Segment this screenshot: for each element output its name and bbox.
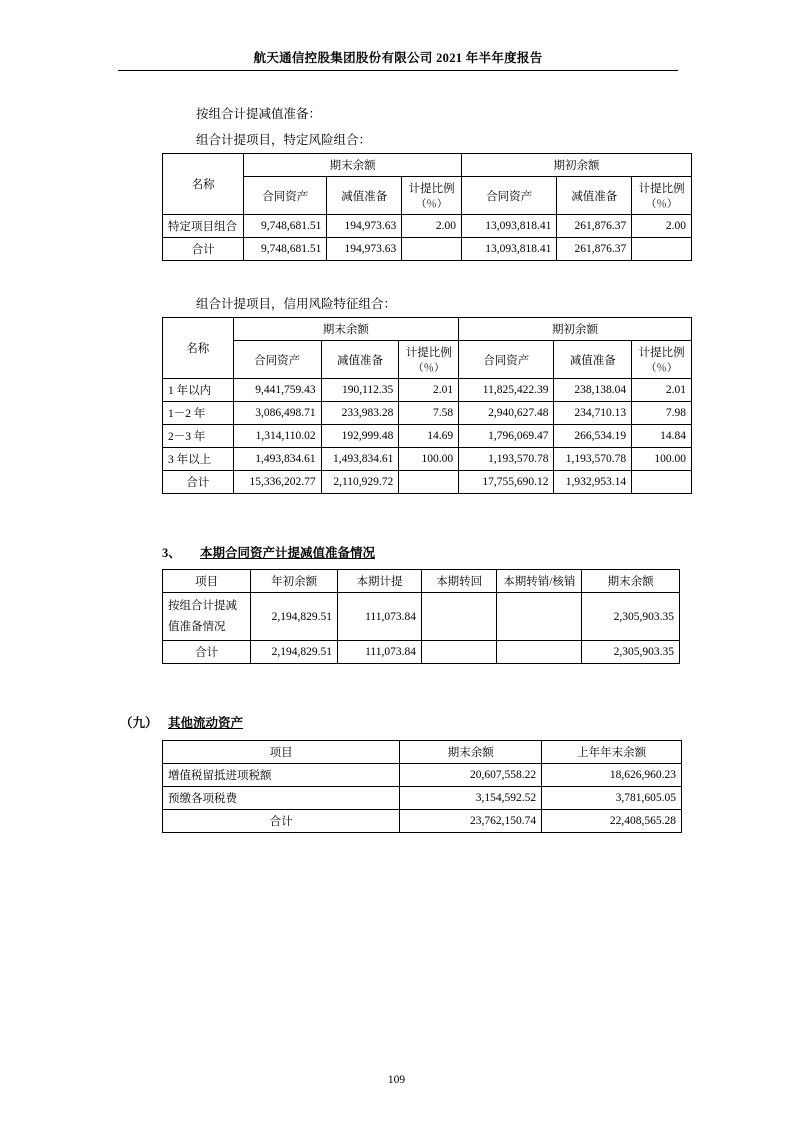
cell-end-impairment: 1,493,834.61 (321, 448, 399, 471)
cell-end: 3,154,592.52 (400, 787, 542, 810)
cell-end: 23,762,150.74 (400, 810, 542, 833)
cell-begin-contract: 17,755,690.12 (459, 471, 554, 494)
cell-begin-contract: 1,796,069.47 (459, 425, 554, 448)
table-row (163, 425, 692, 448)
cell-end-ratio: 7.58 (399, 402, 459, 425)
table-total-row (163, 810, 682, 833)
table-header-row (163, 570, 680, 593)
th-begin-ratio (632, 341, 692, 379)
table-header-row (163, 741, 682, 764)
th-end-balance: 期末余额 (400, 741, 542, 764)
cell-item: 预缴各项税费 (163, 787, 400, 810)
cell-end-ratio: 2.00 (402, 215, 462, 238)
cell-last: 18,626,960.23 (542, 764, 682, 787)
th-item: 项目 (163, 570, 251, 593)
table-total-row (163, 238, 692, 261)
th-begin-ratio-line2: （％） (645, 363, 678, 374)
page-header: 航天通信控股集团股份有限公司 2021 年半年度报告 (253, 51, 543, 65)
cell-end-contract: 3,086,498.71 (233, 402, 321, 425)
cell-end-impairment: 194,973.63 (327, 215, 402, 238)
th-end-contract-asset: 合同资产 (244, 177, 327, 215)
cell-end-ratio: 14.69 (399, 425, 459, 448)
cell-name: 3 年以上 (163, 448, 234, 471)
cell-end-impairment: 194,973.63 (327, 238, 402, 261)
th-begin-balance: 期初余额 (461, 154, 691, 177)
cell-item: 合计 (163, 641, 251, 664)
cell-end-contract: 9,441,759.43 (233, 379, 321, 402)
th-begin-balance: 期初余额 (459, 318, 692, 341)
cell-name: 合计 (163, 238, 244, 261)
cell-end-ratio: 2.01 (399, 379, 459, 402)
th-end-contract-asset: 合同资产 (233, 341, 321, 379)
cell-end-contract: 1,314,110.02 (233, 425, 321, 448)
section-9-title: 其他流动资产 (168, 716, 244, 730)
cell-item: 合计 (163, 810, 400, 833)
th-begin-impairment: 减值准备 (557, 177, 632, 215)
th-end-balance: 期末余额 (233, 318, 459, 341)
th-begin-balance: 年初余额 (251, 570, 338, 593)
th-begin-contract-asset: 合同资产 (461, 177, 556, 215)
th-end-ratio (399, 341, 459, 379)
th-begin-ratio-line2: （％） (645, 199, 678, 210)
cell-end-contract: 9,748,681.51 (244, 215, 327, 238)
th-end-impairment: 减值准备 (321, 341, 399, 379)
table-contract-asset-provision (162, 569, 680, 664)
cell-begin-ratio: 2.01 (632, 379, 692, 402)
cell-name: 2－3 年 (163, 425, 234, 448)
table-credit-risk-portfolio (162, 317, 692, 494)
cell-begin-ratio: 7.98 (632, 402, 692, 425)
cell-item: 增值税留抵进项税额 (163, 764, 400, 787)
cell-end: 2,305,903.35 (582, 593, 680, 641)
cell-begin-impairment: 238,138.04 (554, 379, 632, 402)
table-total-row (163, 471, 692, 494)
cell-begin-impairment: 1,193,570.78 (554, 448, 632, 471)
section-3-heading (162, 543, 375, 561)
header-divider (118, 70, 678, 71)
cell-provision: 111,073.84 (337, 641, 421, 664)
page-number: 109 (387, 1074, 406, 1086)
table-row (163, 593, 680, 641)
cell-begin-contract: 1,193,570.78 (459, 448, 554, 471)
table-other-current-assets (162, 740, 682, 833)
label-credit-risk-portfolio: 组合计提项目，信用风险特征组合： (196, 297, 397, 311)
th-end-balance: 期末余额 (582, 570, 680, 593)
cell-begin-contract: 2,940,627.48 (459, 402, 554, 425)
cell-begin-impairment: 266,534.19 (554, 425, 632, 448)
cell-end-ratio (399, 471, 459, 494)
cell-begin-impairment: 234,710.13 (554, 402, 632, 425)
section-9-heading (120, 713, 243, 731)
cell-name: 特定项目组合 (163, 215, 244, 238)
cell-last: 22,408,565.28 (542, 810, 682, 833)
cell-provision: 111,073.84 (337, 593, 421, 641)
cell-begin-ratio (632, 238, 692, 261)
section-3-title: 本期合同资产计提减值准备情况 (200, 546, 376, 560)
th-begin-ratio-line1: 计提比例 (638, 347, 685, 359)
th-begin-ratio-line1: 计提比例 (638, 183, 685, 195)
cell-begin-contract: 13,093,818.41 (461, 215, 556, 238)
cell-begin-contract: 13,093,818.41 (461, 238, 556, 261)
th-name: 名称 (163, 154, 244, 215)
cell-end-impairment: 192,999.48 (321, 425, 399, 448)
table-row (163, 215, 692, 238)
cell-end-ratio: 100.00 (399, 448, 459, 471)
cell-end-ratio (402, 238, 462, 261)
cell-begin-impairment: 1,932,953.14 (554, 471, 632, 494)
cell-name: 1－2 年 (163, 402, 234, 425)
th-item: 项目 (163, 741, 400, 764)
cell-end: 2,305,903.35 (582, 641, 680, 664)
cell-begin-impairment: 261,876.37 (557, 238, 632, 261)
cell-begin-ratio (632, 471, 692, 494)
cell-end: 20,607,558.22 (400, 764, 542, 787)
cell-begin: 2,194,829.51 (251, 641, 338, 664)
cell-end-impairment: 233,983.28 (321, 402, 399, 425)
cell-begin-ratio: 2.00 (632, 215, 692, 238)
th-last-year-end-balance: 上年年末余额 (542, 741, 682, 764)
th-current-reversal: 本期转回 (422, 570, 497, 593)
table-specific-risk-portfolio (162, 153, 692, 261)
table-row (163, 448, 692, 471)
cell-writeoff (497, 593, 582, 641)
th-begin-impairment: 减值准备 (554, 341, 632, 379)
table-row (163, 379, 692, 402)
cell-reversal (422, 641, 497, 664)
cell-writeoff (497, 641, 582, 664)
section-3-number: 3、 (162, 546, 181, 560)
th-end-ratio-line1: 计提比例 (408, 183, 455, 195)
cell-begin-contract: 11,825,422.39 (459, 379, 554, 402)
cell-end-contract: 15,336,202.77 (233, 471, 321, 494)
table-header-row (163, 154, 692, 177)
th-end-balance: 期末余额 (244, 154, 462, 177)
cell-name: 合计 (163, 471, 234, 494)
cell-end-contract: 1,493,834.61 (233, 448, 321, 471)
cell-end-impairment: 190,112.35 (321, 379, 399, 402)
cell-end-impairment: 2,110,929.72 (321, 471, 399, 494)
cell-item: 按组合计提减值准备情况 (163, 593, 251, 641)
label-by-portfolio: 按组合计提减值准备： (196, 107, 322, 121)
cell-begin-ratio: 100.00 (632, 448, 692, 471)
th-end-ratio (402, 177, 462, 215)
th-current-writeoff: 本期转销/核销 (497, 570, 582, 593)
cell-last: 3,781,605.05 (542, 787, 682, 810)
cell-end-contract: 9,748,681.51 (244, 238, 327, 261)
th-current-provision: 本期计提 (337, 570, 421, 593)
table-header-row (163, 318, 692, 341)
th-begin-contract-asset: 合同资产 (459, 341, 554, 379)
th-end-ratio-line2: （％） (412, 363, 445, 374)
table-subheader-row (163, 341, 692, 379)
table-row (163, 402, 692, 425)
cell-begin-ratio: 14.84 (632, 425, 692, 448)
section-9-number: （九） (120, 716, 158, 730)
cell-name: 1 年以内 (163, 379, 234, 402)
th-begin-ratio (632, 177, 692, 215)
th-end-ratio-line1: 计提比例 (405, 347, 452, 359)
th-end-impairment: 减值准备 (327, 177, 402, 215)
th-end-ratio-line2: （％） (415, 199, 448, 210)
th-name: 名称 (163, 318, 234, 379)
table-total-row (163, 641, 680, 664)
cell-reversal (422, 593, 497, 641)
table-row (163, 764, 682, 787)
table-row (163, 787, 682, 810)
cell-begin: 2,194,829.51 (251, 593, 338, 641)
label-specific-risk-portfolio: 组合计提项目，特定风险组合： (196, 133, 372, 147)
cell-begin-impairment: 261,876.37 (557, 215, 632, 238)
